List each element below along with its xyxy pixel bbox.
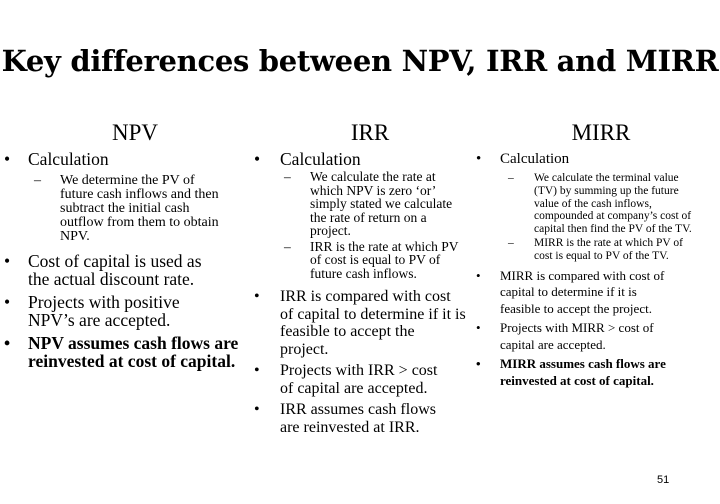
mirr-bullet-accepted [472, 320, 680, 353]
bullet-text: Cost of capital is used as the actual discount rate. [28, 251, 202, 289]
mirr-subbullet-2 [502, 237, 692, 263]
bullet-icon: • [254, 288, 260, 305]
irr-subbullet-2 [278, 240, 460, 281]
bullet-icon: • [4, 251, 11, 271]
npv-column [0, 120, 250, 370]
page-number: 51 [657, 474, 670, 486]
mirr-bullet-reinvested [472, 356, 690, 389]
bullet-icon: • [4, 333, 11, 353]
mirr-heading: MIRR [571, 120, 631, 145]
irr-heading: IRR [350, 120, 390, 145]
bullet-text: Projects with MIRR > cost of capital are accepted. [500, 320, 654, 352]
subbullet-text: We calculate the terminal value (TV) by summing up the future value of the cash inflows, compounded at company’s cost of capital then find the PV of the TV. [534, 172, 692, 236]
dash-icon: – [284, 238, 291, 254]
bullet-text: Projects with positive NPV’s are accepted. [28, 292, 180, 330]
bullet-icon: • [254, 149, 261, 169]
subbullet-text: We determine the PV of future cash inflows and then subtract the initial cash outflow from them to obtain NPV. [60, 173, 219, 244]
bullet-icon: • [476, 320, 481, 336]
bullet-text: NPV assumes cash flows are reinvested at cost of capital. [28, 333, 239, 371]
npv-heading: NPV [111, 120, 158, 145]
bullet-icon: • [476, 151, 482, 167]
subbullet-text: MIRR is the rate at which PV of cost is equal to PV of the TV. [534, 236, 683, 262]
bullet-icon: • [476, 267, 481, 283]
npv-bullet-calculation [0, 150, 250, 168]
npv-bullet-cost-of-capital [0, 252, 226, 288]
bullet-text: Calculation [280, 149, 361, 169]
bullet-text: IRR is compared with cost of capital to determine if it is feasible to accept the project. [280, 288, 466, 358]
bullet-text: Projects with IRR > cost of capital are accepted. [280, 362, 438, 397]
mirr-bullet-compared [472, 268, 680, 318]
bullet-text: IRR assumes cash flows are reinvested at IRR. [280, 401, 436, 436]
npv-subbullet-1 [28, 174, 230, 244]
dash-icon: – [284, 169, 291, 184]
npv-bullet-positive-npv [0, 293, 224, 329]
bullet-icon: • [4, 292, 11, 312]
mirr-subbullet-1 [502, 172, 692, 236]
dash-icon: – [34, 173, 41, 188]
irr-subbullet-1 [278, 170, 460, 238]
bullet-icon: • [476, 356, 481, 372]
bullet-text: MIRR is compared with cost of capital to determine if it is feasible to accept the project. [500, 267, 665, 316]
bullet-text: Calculation [500, 151, 570, 167]
bullet-icon: • [254, 401, 260, 418]
irr-bullet-calculation [250, 150, 472, 168]
irr-bullet-compared [250, 288, 466, 358]
bullet-text: MIRR assumes cash flows are reinvested at cost of capital. [500, 356, 666, 388]
bullet-text: Calculation [28, 149, 109, 169]
irr-bullet-accepted [250, 362, 440, 397]
bullet-icon: • [4, 149, 11, 169]
dash-icon: – [508, 172, 514, 184]
irr-bullet-reinvested [250, 401, 450, 436]
subbullet-text: We calculate the rate at which NPV is zero ‘or’ simply stated we calculate the rate of return on a project. [310, 169, 453, 238]
irr-column [250, 120, 472, 436]
slide-title: Key differences between NPV, IRR and MIRR [1, 44, 719, 78]
dash-icon: – [508, 236, 514, 249]
subbullet-text: IRR is the rate at which PV of cost is equal to PV of future cash inflows. [310, 238, 459, 281]
mirr-column [472, 120, 700, 389]
mirr-bullet-calculation [472, 150, 700, 168]
npv-bullet-reinvested [0, 334, 243, 370]
bullet-icon: • [254, 362, 260, 379]
